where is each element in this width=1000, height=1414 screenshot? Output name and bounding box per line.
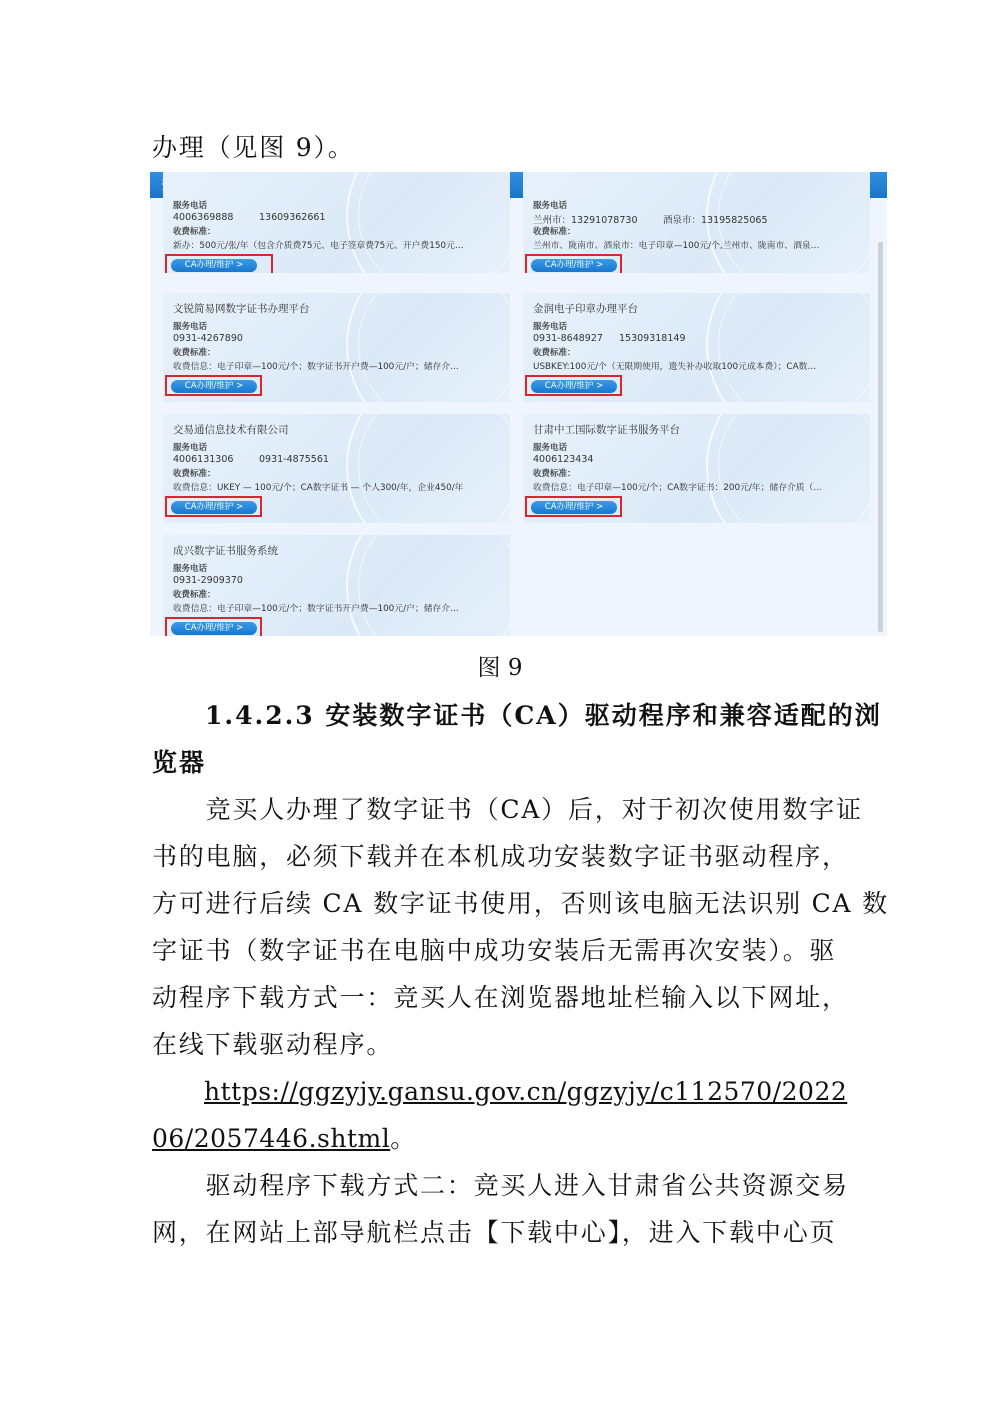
figure-caption: 图 9 xyxy=(477,655,523,681)
fee-text: USBKEY:100元/个（无限期使用，遗失补办收取100元成本费）；CA数… xyxy=(533,362,817,372)
phone-label: 服务电话 xyxy=(173,201,208,211)
ca-manage-button[interactable]: CA办理/维护 > xyxy=(171,622,257,635)
ca-card xyxy=(163,414,510,523)
platform-name: 成兴数字证书服务系统 xyxy=(173,545,278,557)
fee-text: 收费信息：电子印章—100元/个；数字证书开户费—100元/户；储存介… xyxy=(173,604,459,614)
ca-button-highlight xyxy=(525,496,622,517)
phone-value-2: 15309318149 xyxy=(619,333,686,344)
ca-manage-button[interactable]: CA办理/维护 > xyxy=(531,380,617,393)
fee-label: 收费标准： xyxy=(533,469,576,479)
download-url-part-1[interactable]: https://ggzyjy.gansu.gov.cn/ggzyjy/c112570/2022 xyxy=(204,1077,848,1106)
phone-value: 4006123434 xyxy=(533,454,594,465)
fee-text: 收费信息：UKEY — 100元/个；CA数字证书 — 个人300/年，企业450/年 xyxy=(173,483,464,493)
phone-value-2: 13609362661 xyxy=(259,212,326,223)
url-line xyxy=(204,1068,904,1115)
ca-screenshot xyxy=(150,172,887,636)
fee-text: 兰州市、陇南市、酒泉市：电子印章—100元/个,兰州市、陇南市、酒泉… xyxy=(533,241,820,251)
scrollbar[interactable] xyxy=(878,242,883,632)
section-heading-line-2: 览器 xyxy=(152,748,207,777)
phone-value: 0931-8648927 xyxy=(533,333,603,344)
fee-text: 新办：500元/张/年（包含介质费75元、电子签章费75元、开户费150元… xyxy=(173,241,464,251)
ca-manage-button[interactable]: CA办理/维护 > xyxy=(171,259,257,272)
ca-manage-button[interactable]: CA办理/维护 > xyxy=(531,501,617,514)
platform-name: 交易通信息技术有限公司 xyxy=(173,424,289,436)
paragraph-line: 方可进行后续 CA 数字证书使用，否则该电脑无法识别 CA 数 xyxy=(152,889,889,918)
ca-card xyxy=(523,414,870,523)
paragraph-line: 字证书（数字证书在电脑中成功安装后无需再次安装）。驱 xyxy=(152,936,837,965)
ca-manage-button[interactable]: CA办理/维护 > xyxy=(171,501,257,514)
phone-label: 服务电话 xyxy=(173,564,208,574)
phone-label: 服务电话 xyxy=(533,443,568,453)
phone-value: 4006369888 xyxy=(173,212,234,223)
phone-value: 4006131306 xyxy=(173,454,234,465)
fee-text: 收费信息：电子印章—100元/个；CA数字证书：200元/年；储存介质（… xyxy=(533,483,823,493)
ca-button-highlight xyxy=(165,254,273,273)
phone-value: 0931-4267890 xyxy=(173,333,243,344)
fee-text: 收费信息：电子印章—100元/个；数字证书开户费—100元/户；储存介… xyxy=(173,362,459,372)
paragraph-line: 竞买人办理了数字证书（CA）后，对于初次使用数字证 xyxy=(152,795,863,824)
paragraph-line: 网，在网站上部导航栏点击【下载中心】，进入下载中心页 xyxy=(152,1218,837,1247)
ca-card xyxy=(163,293,510,402)
phone-value: 0931-2909370 xyxy=(173,575,243,586)
url-line xyxy=(152,1115,852,1162)
phone-label: 服务电话 xyxy=(533,201,568,211)
ca-manage-button[interactable]: CA办理/维护 > xyxy=(531,259,617,272)
ca-button-highlight xyxy=(165,375,262,396)
fee-label: 收费标准： xyxy=(173,227,216,237)
download-url-part-2[interactable]: 06/2057446.shtml xyxy=(152,1124,391,1153)
intro-line: 办理（见图 9）。 xyxy=(152,133,355,162)
fee-label: 收费标准： xyxy=(533,227,576,237)
phone-value-2: 0931-4875561 xyxy=(259,454,329,465)
paragraph-line: 书的电脑，必须下载并在本机成功安装数字证书驱动程序， xyxy=(152,842,849,871)
platform-name: 文锐简易网数字证书办理平台 xyxy=(173,303,310,315)
platform-name: 金润电子印章办理平台 xyxy=(533,303,638,315)
ca-card xyxy=(163,172,510,273)
fee-label: 收费标准： xyxy=(173,590,216,600)
fee-label: 收费标准： xyxy=(533,348,576,358)
ca-card xyxy=(163,535,510,636)
ca-card xyxy=(523,172,870,273)
phone-value: 兰州市：13291078730 xyxy=(533,215,638,226)
fee-label: 收费标准： xyxy=(173,469,216,479)
phone-value-2: 酒泉市：13195825065 xyxy=(663,215,768,226)
ca-button-highlight xyxy=(165,617,262,636)
paragraph-line: 动程序下载方式一：竞买人在浏览器地址栏输入以下网址， xyxy=(152,983,849,1012)
phone-label: 服务电话 xyxy=(173,322,208,332)
platform-name: 甘肃中工国际数字证书服务平台 xyxy=(533,424,680,436)
ca-card xyxy=(523,293,870,402)
ca-button-highlight xyxy=(525,254,622,273)
phone-label: 服务电话 xyxy=(533,322,568,332)
paragraph-line: 在线下载驱动程序。 xyxy=(152,1030,394,1059)
fee-label: 收费标准： xyxy=(173,348,216,358)
ca-button-highlight xyxy=(525,375,622,396)
ca-manage-button[interactable]: CA办理/维护 > xyxy=(171,380,257,393)
paragraph-line: 驱动程序下载方式二：竞买人进入甘肃省公共资源交易 xyxy=(152,1171,849,1200)
section-heading-line-1: 1.4.2.3 安装数字证书（CA）驱动程序和兼容适配的浏 xyxy=(205,701,882,730)
ca-button-highlight xyxy=(165,496,262,517)
phone-label: 服务电话 xyxy=(173,443,208,453)
url-suffix: 。 xyxy=(390,1124,418,1153)
